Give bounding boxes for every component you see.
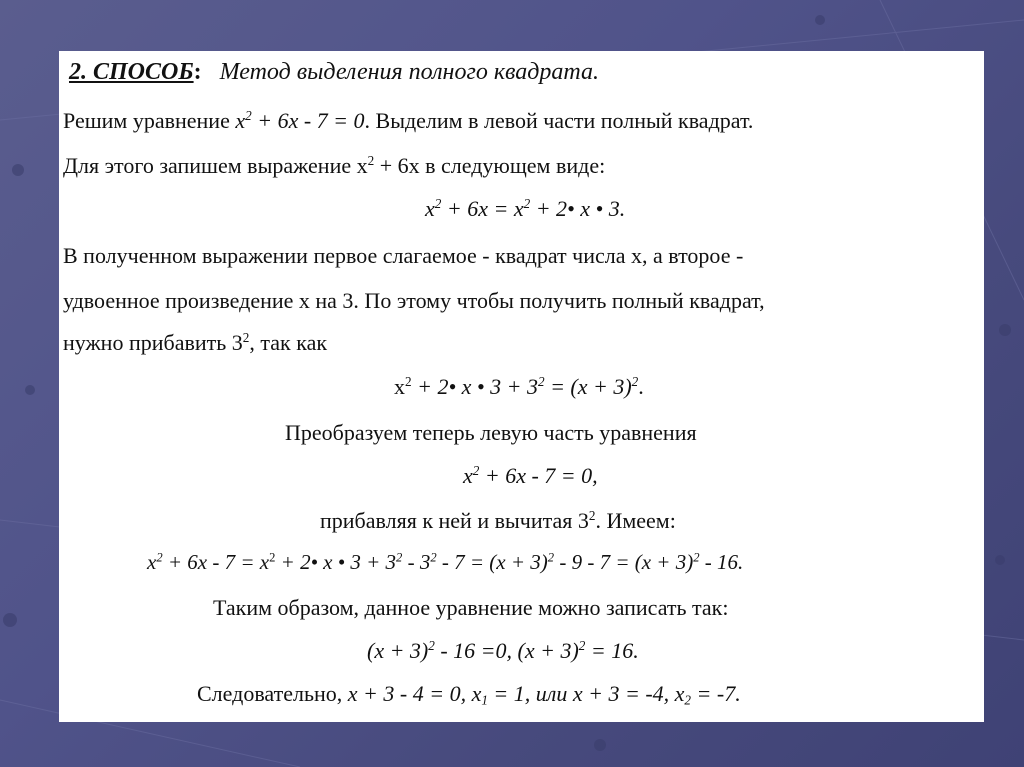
eq4-part-a: x [147, 550, 157, 574]
eq5-part-a: (x + 3) [367, 638, 429, 663]
paragraph-2 [63, 152, 605, 180]
eq3-exp-a: 2 [472, 463, 480, 479]
paragraph-7 [320, 507, 676, 535]
equation-5 [367, 637, 639, 665]
eq4-part-d: - 3 [402, 550, 431, 574]
eq4-part-c: + 2• x • 3 + 3 [275, 550, 397, 574]
eq1-part-b: + 6x = x [441, 196, 524, 221]
equation-2 [394, 373, 644, 401]
p9-text-a: Следовательно, [197, 681, 348, 706]
eq2-exp-c: 2 [631, 374, 639, 390]
eq2-part-a: x [394, 374, 405, 399]
eq4-exp-f: 2 [693, 550, 700, 565]
heading-title: Метод выделения полного квадрата. [219, 59, 600, 85]
eq4-part-f: - 9 - 7 = (x + 3) [554, 550, 694, 574]
eq4-part-b: + 6x - 7 = x [162, 550, 270, 574]
eq5-part-b: - 16 =0, (x + 3) [434, 638, 579, 663]
equation-4 [147, 548, 743, 576]
p5-text-b: , так как [249, 330, 328, 355]
eq4-part-g: - 16. [699, 550, 744, 574]
eq4-part-e: - 7 = (x + 3) [436, 550, 548, 574]
heading [69, 58, 599, 86]
p7-text-a: прибавляя к ней и вычитая 3 [320, 508, 589, 533]
eq4-exp-d: 2 [430, 550, 437, 565]
eq5-exp-b: 2 [578, 638, 586, 654]
p1-var: x [235, 108, 246, 133]
p9-sub-a: 1 [481, 692, 488, 708]
eq2-exp-b: 2 [537, 374, 545, 390]
p7-exp: 2 [588, 508, 596, 524]
p9-sub-b: 2 [684, 692, 692, 708]
eq5-exp-a: 2 [428, 638, 435, 654]
eq1-part-c: + 2• x • 3. [530, 196, 626, 221]
heading-colon: : [193, 59, 202, 85]
eq5-part-c: = 16. [585, 638, 639, 663]
p2-text-b: + 6x в следующем виде: [374, 153, 606, 178]
eq2-part-d: . [638, 374, 644, 399]
eq1-exp-b: 2 [523, 196, 531, 212]
p2-text-a: Для этого запишем выражение x [63, 153, 368, 178]
p7-text-b: . Имеем: [595, 508, 676, 533]
p1-equation: + 6x - 7 = 0 [251, 108, 365, 133]
p9-part-b: = 1, или x + 3 = -4, x [487, 681, 685, 706]
paragraph-6: Преобразуем теперь левую часть уравнения [285, 420, 697, 445]
eq4-exp-e: 2 [547, 550, 555, 565]
p9-part-c: = -7. [691, 681, 741, 706]
paragraph-8: Таким образом, данное уравнение можно записать так: [213, 595, 729, 620]
eq2-part-b: + 2• x • 3 + 3 [411, 374, 538, 399]
eq2-part-c: = (x + 3) [544, 374, 632, 399]
eq3-part-a: x [463, 463, 473, 488]
eq4-exp-b: 2 [269, 550, 276, 565]
paragraph-3: В полученном выражении первое слагаемое - квадрат числа x, а второе - [63, 243, 744, 268]
paragraph-1 [63, 107, 753, 135]
eq2-exp-a: 2 [405, 374, 412, 390]
p1-exp: 2 [245, 108, 252, 124]
equation-1 [425, 195, 625, 223]
heading-number: 2. СПОСОБ [69, 59, 194, 85]
p1-text-a: Решим уравнение [63, 108, 236, 133]
p2-exp: 2 [367, 153, 375, 169]
eq1-part-a: x [425, 196, 435, 221]
paragraph-9 [197, 680, 741, 708]
eq4-exp-a: 2 [156, 550, 163, 565]
eq4-exp-c: 2 [396, 550, 403, 565]
slide-content [59, 51, 984, 722]
p9-part-a: x + 3 - 4 = 0, x [347, 681, 482, 706]
p1-text-b: . Выделим в левой части полный квадрат. [364, 108, 754, 133]
paragraph-5 [63, 329, 327, 357]
p5-text-a: нужно прибавить 3 [63, 330, 243, 355]
eq1-exp-a: 2 [434, 196, 442, 212]
p5-exp: 2 [242, 330, 250, 346]
eq3-part-b: + 6x - 7 = 0, [479, 463, 598, 488]
equation-3 [463, 462, 598, 490]
paragraph-4: удвоенное произведение x на 3. По этому чтобы получить полный квадрат, [63, 288, 765, 313]
